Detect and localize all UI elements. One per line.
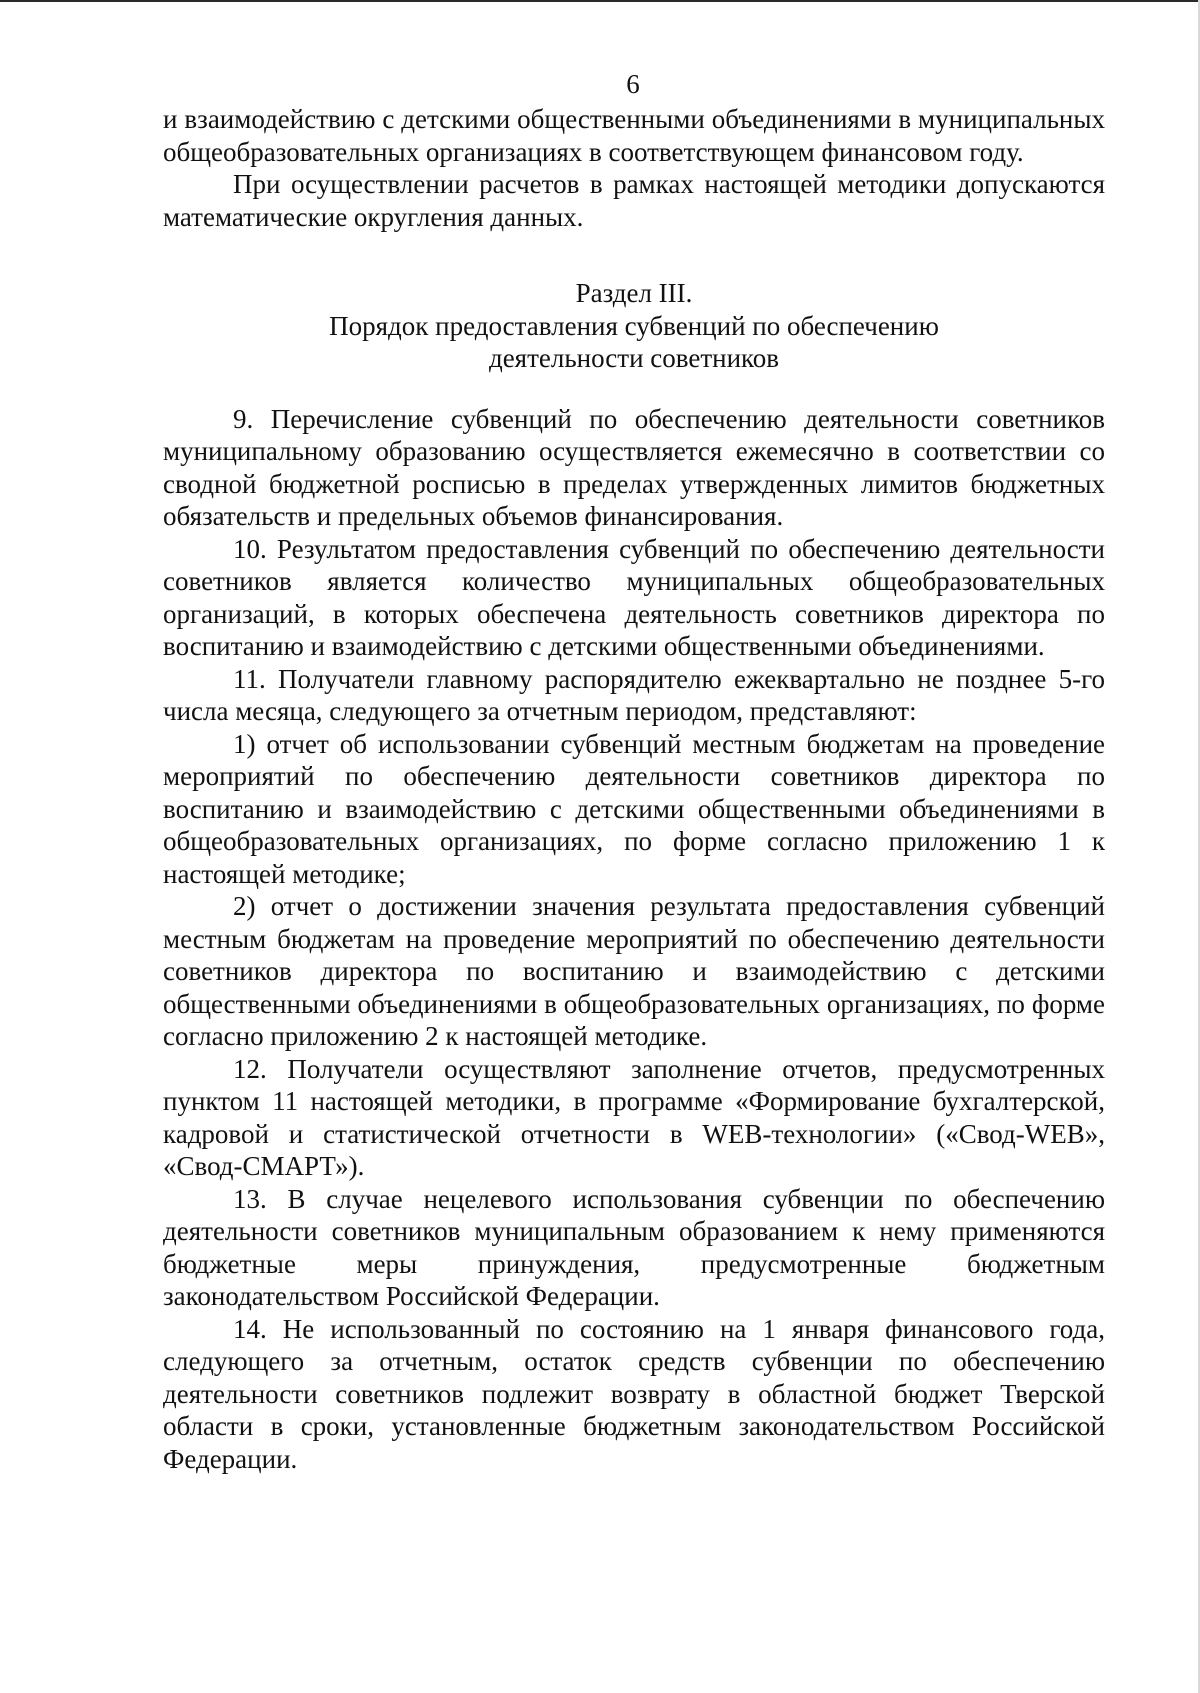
- item-11-sub-1: 1) отчет об использовании субвенций местным бюджетам на проведение мероприятий по обеспечению деятельности советников директора по воспитанию и взаимодействию с детскими общественными объединениями в общеобразовательных организациях, по форме согласно приложению 1 к настоящей методике;: [163, 728, 1105, 889]
- intro-paragraph-rounding: При осуществлении расчетов в рамках настоящей методики допускаются математические округления данных.: [163, 169, 1105, 232]
- section-subtitle-line-1: Порядок предоставления субвенций по обеспечению: [329, 310, 939, 341]
- section-subtitle-line-2: деятельности советников: [488, 343, 780, 373]
- document-body: [163, 103, 1105, 1475]
- section-title: Раздел III.: [575, 278, 693, 308]
- scan-top-edge: [0, 0, 1200, 2]
- item-11: 11. Получатели главному распорядителю ежеквартально не позднее 5-го числа месяца, следующего за отчетным периодом, представляют:: [163, 663, 1105, 726]
- item-12: 12. Получатели осуществляют заполнение отчетов, предусмотренных пунктом 11 настоящей методики, в программе «Формирование бухгалтерской, кадровой и статистической отчетности в WEB-технологии» («Свод-WEB», «Свод-СМАРТ»).: [163, 1053, 1105, 1181]
- item-13: 13. В случае нецелевого использования субвенции по обеспечению деятельности советников муниципальным образованием к нему применяются бюджетные меры принуждения, предусмотренные бюджетным законодательством Российской Федерации.: [163, 1183, 1105, 1311]
- intro-paragraph-continuation: и взаимодействию с детскими общественными объединениями в муниципальных общеобразовательных организациях в соответствующем финансовом году.: [163, 104, 1105, 167]
- item-10: 10. Результатом предоставления субвенций по обеспечению деятельности советников является количество муниципальных общеобразовательных организаций, в которых обеспечена деятельность советников директора по воспитанию и взаимодействию с детскими общественными объединениями.: [163, 533, 1105, 661]
- item-14: 14. Не использованный по состоянию на 1 января финансового года, следующего за отчетным, остаток средств субвенции по обеспечению деятельности советников подлежит возврату в областной бюджет Тверской области в сроки, установленные бюджетным законодательством Российской Федерации.: [163, 1313, 1105, 1474]
- item-11-sub-2: 2) отчет о достижении значения результата предоставления субвенций местным бюджетам на проведение мероприятий по обеспечению деятельности советников директора по воспитанию и взаимодействию с детскими общественными объединениями в общеобразовательных организациях, по форме согласно приложению 2 к настоящей методике.: [163, 891, 1105, 1051]
- page-number: 6: [626, 69, 640, 99]
- item-9: 9. Перечисление субвенций по обеспечению деятельности советников муниципальному образованию осуществляется ежемесячно в соответствии со сводной бюджетной росписью в пределах утвержденных лимитов бюджетных обязательств и предельных объемов финансирования.: [163, 403, 1105, 531]
